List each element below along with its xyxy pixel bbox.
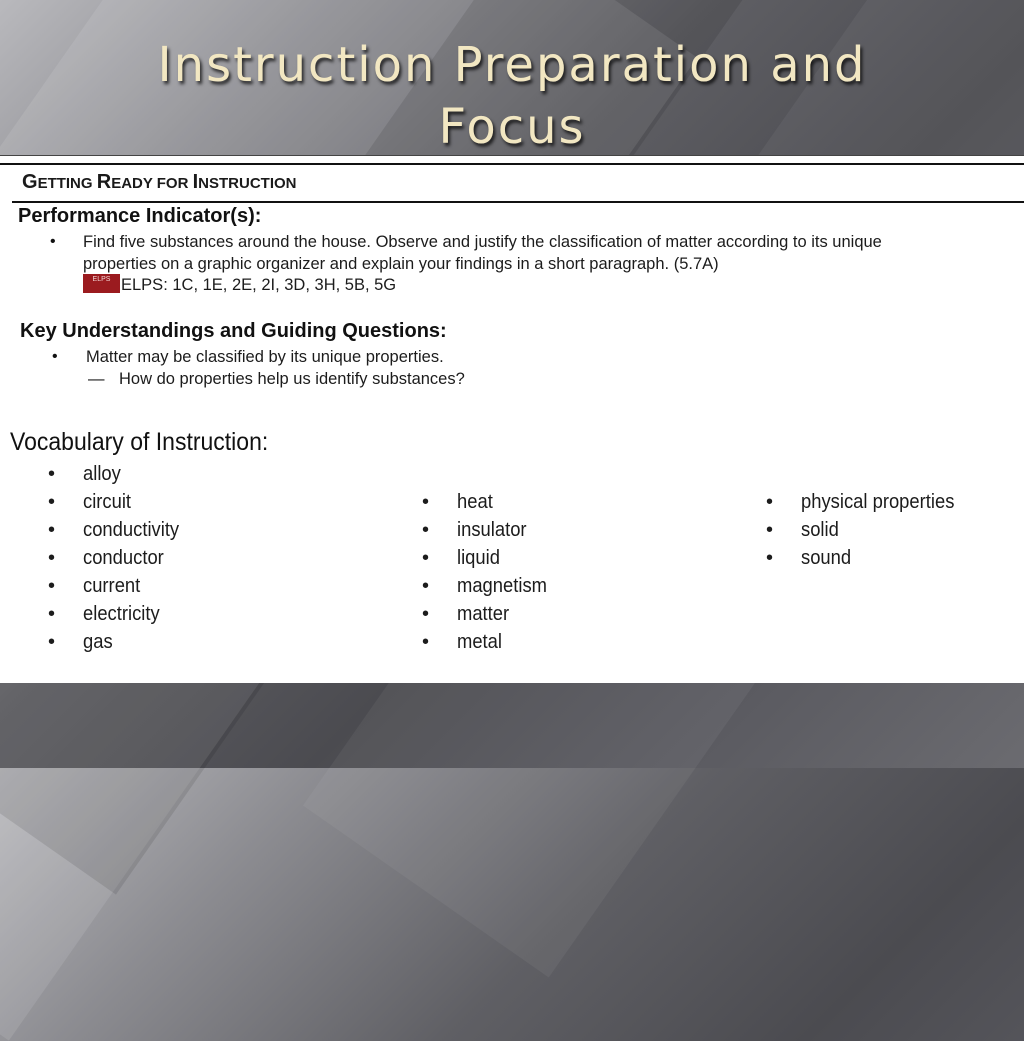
slide-title-line2: Focus (438, 99, 586, 155)
bullet: • (422, 631, 430, 653)
vocabulary-word: heat (457, 491, 493, 513)
vocabulary-word: matter (457, 603, 510, 625)
elps-line: ELPS: 1C, 1E, 2E, 2I, 3D, 3H, 5B, 5G (121, 276, 397, 294)
bullet: • (48, 603, 56, 625)
vocabulary-word: solid (801, 519, 839, 541)
bullet: • (52, 348, 58, 365)
heading-letter: I (192, 171, 199, 193)
slide-title-line1: Instruction Preparation and (157, 37, 867, 93)
heading-part: ETTING (37, 175, 97, 192)
vocabulary-word: electricity (83, 603, 160, 625)
section-heading (22, 171, 296, 194)
bullet: • (422, 519, 430, 541)
slide-title (0, 34, 1024, 158)
bullet: • (48, 631, 56, 653)
heading-rule (12, 201, 1024, 203)
heading-letter: G (22, 171, 38, 193)
heading-part: EADY FOR (111, 175, 193, 192)
top-rule (0, 163, 1024, 165)
dash: — (88, 370, 105, 388)
performance-title: Performance Indicator(s): (18, 205, 262, 227)
vocabulary-word: insulator (457, 519, 527, 541)
vocabulary-word: circuit (83, 491, 132, 513)
vocabulary-word: liquid (457, 547, 500, 569)
vocabulary-word: conductivity (83, 519, 180, 541)
bullet: • (48, 519, 56, 541)
bullet: • (422, 491, 430, 513)
vocabulary-word: magnetism (457, 575, 547, 597)
bullet: • (422, 575, 430, 597)
bullet: • (48, 575, 56, 597)
bullet: • (422, 603, 430, 625)
vocabulary-word: physical properties (801, 491, 955, 513)
vocabulary-word: gas (83, 631, 113, 653)
performance-line1: Find five substances around the house. Observe and justify the classification of matter according to its unique (83, 233, 882, 251)
vocabulary-word: current (83, 575, 141, 597)
understandings-title: Key Understandings and Guiding Questions: (20, 320, 447, 342)
bullet: • (48, 491, 56, 513)
understandings-item: Matter may be classified by its unique properties. (86, 348, 444, 366)
bullet: • (422, 547, 430, 569)
heading-letter: R (96, 171, 112, 193)
vocabulary-word: sound (801, 547, 852, 569)
bullet: • (50, 233, 56, 250)
bullet: • (48, 463, 56, 485)
bullet: • (766, 491, 774, 513)
document-image (0, 155, 1024, 683)
vocabulary-word: alloy (83, 463, 121, 485)
bullet: • (766, 547, 774, 569)
understandings-subitem: How do properties help us identify substances? (119, 370, 465, 388)
performance-line2: properties on a graphic organizer and explain your findings in a short paragraph. (5.7A) (83, 255, 719, 273)
vocabulary-title: Vocabulary of Instruction: (10, 428, 269, 456)
heading-part: NSTRUCTION (198, 175, 297, 192)
elps-badge: ELPS (83, 274, 120, 293)
vocabulary-word: conductor (83, 547, 164, 569)
bullet: • (48, 547, 56, 569)
vocabulary-word: metal (457, 631, 502, 653)
bullet: • (766, 519, 774, 541)
